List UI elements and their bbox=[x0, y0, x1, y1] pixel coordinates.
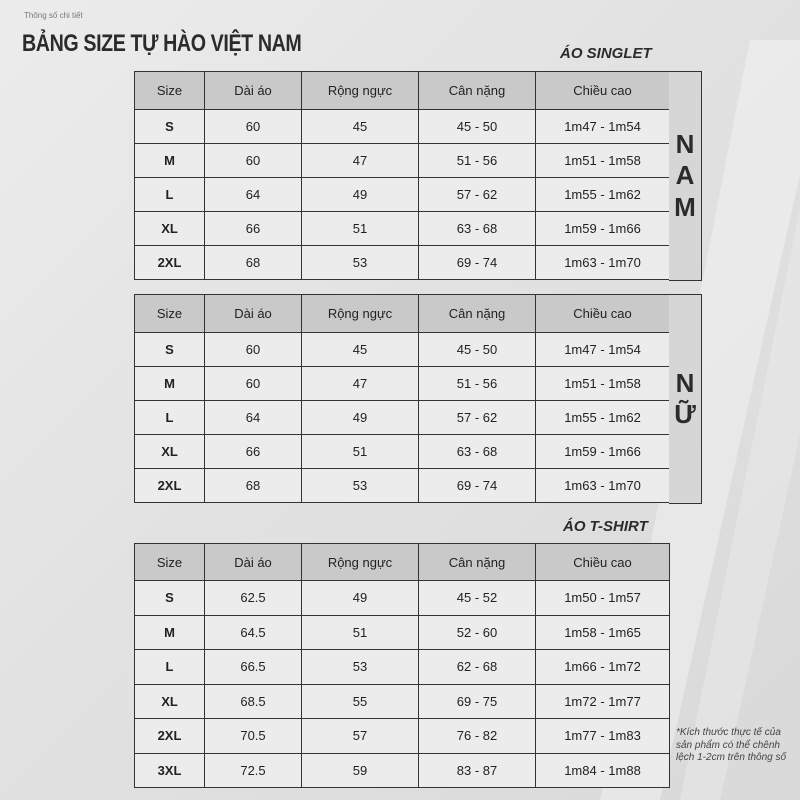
column-header: Dài áo bbox=[205, 295, 302, 333]
value-cell: 1m55 - 1m62 bbox=[536, 401, 670, 435]
size-cell: 2XL bbox=[135, 719, 205, 754]
value-cell: 52 - 60 bbox=[419, 615, 536, 650]
size-cell: 2XL bbox=[135, 246, 205, 280]
label-letter: N bbox=[675, 367, 695, 398]
column-header: Rộng ngực bbox=[302, 295, 419, 333]
label-letter: A bbox=[675, 160, 695, 191]
size-cell: L bbox=[135, 650, 205, 685]
value-cell: 69 - 74 bbox=[419, 469, 536, 503]
column-header: Cân nặng bbox=[419, 295, 536, 333]
value-cell: 68 bbox=[205, 246, 302, 280]
size-cell: M bbox=[135, 144, 205, 178]
table-row bbox=[135, 401, 670, 435]
value-cell: 1m63 - 1m70 bbox=[536, 246, 670, 280]
value-cell: 66.5 bbox=[205, 650, 302, 685]
value-cell: 60 bbox=[205, 110, 302, 144]
label-letter: N bbox=[675, 129, 695, 160]
value-cell: 47 bbox=[302, 144, 419, 178]
value-cell: 49 bbox=[302, 401, 419, 435]
value-cell: 76 - 82 bbox=[419, 719, 536, 754]
value-cell: 45 bbox=[302, 333, 419, 367]
value-cell: 1m84 - 1m88 bbox=[536, 753, 670, 788]
value-cell: 83 - 87 bbox=[419, 753, 536, 788]
value-cell: 1m50 - 1m57 bbox=[536, 581, 670, 616]
table-row bbox=[135, 110, 670, 144]
value-cell: 1m77 - 1m83 bbox=[536, 719, 670, 754]
header-row bbox=[135, 72, 670, 110]
value-cell: 45 - 52 bbox=[419, 581, 536, 616]
value-cell: 45 - 50 bbox=[419, 110, 536, 144]
column-header: Chiều cao bbox=[536, 544, 670, 581]
value-cell: 1m47 - 1m54 bbox=[536, 110, 670, 144]
column-header: Chiều cao bbox=[536, 295, 670, 333]
table-row bbox=[135, 650, 670, 685]
nam-label bbox=[669, 71, 702, 281]
singlet-nu-table bbox=[134, 294, 670, 503]
singlet-nam-table bbox=[134, 71, 670, 280]
value-cell: 63 - 68 bbox=[419, 212, 536, 246]
nu-label bbox=[669, 294, 702, 504]
tshirt-section-title: ÁO T-SHIRT bbox=[563, 518, 648, 535]
value-cell: 1m59 - 1m66 bbox=[536, 435, 670, 469]
value-cell: 1m55 - 1m62 bbox=[536, 178, 670, 212]
value-cell: 63 - 68 bbox=[419, 435, 536, 469]
table-row bbox=[135, 719, 670, 754]
size-cell: XL bbox=[135, 435, 205, 469]
column-header: Size bbox=[135, 544, 205, 581]
label-letter: Ữ bbox=[674, 399, 696, 429]
singlet-section-title: ÁO SINGLET bbox=[560, 45, 652, 62]
value-cell: 55 bbox=[302, 684, 419, 719]
table-row bbox=[135, 581, 670, 616]
value-cell: 51 bbox=[302, 615, 419, 650]
value-cell: 1m66 - 1m72 bbox=[536, 650, 670, 685]
size-cell: S bbox=[135, 333, 205, 367]
value-cell: 62 - 68 bbox=[419, 650, 536, 685]
value-cell: 53 bbox=[302, 650, 419, 685]
header-row bbox=[135, 295, 670, 333]
value-cell: 59 bbox=[302, 753, 419, 788]
value-cell: 1m58 - 1m65 bbox=[536, 615, 670, 650]
column-header: Cân nặng bbox=[419, 72, 536, 110]
table-row bbox=[135, 144, 670, 178]
table-row bbox=[135, 753, 670, 788]
value-cell: 1m72 - 1m77 bbox=[536, 684, 670, 719]
value-cell: 60 bbox=[205, 144, 302, 178]
value-cell: 53 bbox=[302, 246, 419, 280]
value-cell: 60 bbox=[205, 367, 302, 401]
value-cell: 72.5 bbox=[205, 753, 302, 788]
value-cell: 1m51 - 1m58 bbox=[536, 367, 670, 401]
value-cell: 1m51 - 1m58 bbox=[536, 144, 670, 178]
size-cell: L bbox=[135, 401, 205, 435]
value-cell: 62.5 bbox=[205, 581, 302, 616]
value-cell: 70.5 bbox=[205, 719, 302, 754]
size-cell: M bbox=[135, 615, 205, 650]
column-header: Rộng ngực bbox=[302, 544, 419, 581]
label-letter: M bbox=[674, 191, 696, 222]
tshirt-table bbox=[134, 543, 670, 788]
value-cell: 57 - 62 bbox=[419, 178, 536, 212]
table-row bbox=[135, 367, 670, 401]
size-cell: S bbox=[135, 581, 205, 616]
table-row bbox=[135, 212, 670, 246]
column-header: Cân nặng bbox=[419, 544, 536, 581]
value-cell: 1m59 - 1m66 bbox=[536, 212, 670, 246]
table-row bbox=[135, 469, 670, 503]
value-cell: 64 bbox=[205, 401, 302, 435]
size-cell: L bbox=[135, 178, 205, 212]
size-note: *Kích thước thực tế của sản phẩm có thể chênh lệch 1-2cm trên thông số bbox=[676, 727, 787, 763]
table-row bbox=[135, 178, 670, 212]
value-cell: 66 bbox=[205, 435, 302, 469]
page-title: BẢNG SIZE TỰ HÀO VIỆT NAM bbox=[22, 30, 302, 57]
table-row bbox=[135, 435, 670, 469]
value-cell: 57 - 62 bbox=[419, 401, 536, 435]
value-cell: 45 bbox=[302, 110, 419, 144]
size-cell: 2XL bbox=[135, 469, 205, 503]
value-cell: 51 - 56 bbox=[419, 144, 536, 178]
value-cell: 68.5 bbox=[205, 684, 302, 719]
eyebrow-text: Thông số chi tiết bbox=[24, 11, 83, 20]
value-cell: 66 bbox=[205, 212, 302, 246]
column-header: Rộng ngực bbox=[302, 72, 419, 110]
column-header: Size bbox=[135, 72, 205, 110]
column-header: Dài áo bbox=[205, 72, 302, 110]
value-cell: 53 bbox=[302, 469, 419, 503]
table-row bbox=[135, 684, 670, 719]
value-cell: 49 bbox=[302, 581, 419, 616]
table-row bbox=[135, 333, 670, 367]
header-row bbox=[135, 544, 670, 581]
value-cell: 69 - 74 bbox=[419, 246, 536, 280]
table-row bbox=[135, 615, 670, 650]
size-cell: S bbox=[135, 110, 205, 144]
value-cell: 57 bbox=[302, 719, 419, 754]
value-cell: 68 bbox=[205, 469, 302, 503]
value-cell: 1m63 - 1m70 bbox=[536, 469, 670, 503]
table-row bbox=[135, 246, 670, 280]
size-cell: 3XL bbox=[135, 753, 205, 788]
size-cell: XL bbox=[135, 212, 205, 246]
value-cell: 64 bbox=[205, 178, 302, 212]
value-cell: 69 - 75 bbox=[419, 684, 536, 719]
value-cell: 49 bbox=[302, 178, 419, 212]
value-cell: 64.5 bbox=[205, 615, 302, 650]
value-cell: 51 bbox=[302, 212, 419, 246]
size-cell: M bbox=[135, 367, 205, 401]
value-cell: 47 bbox=[302, 367, 419, 401]
column-header: Chiều cao bbox=[536, 72, 670, 110]
size-cell: XL bbox=[135, 684, 205, 719]
value-cell: 45 - 50 bbox=[419, 333, 536, 367]
value-cell: 60 bbox=[205, 333, 302, 367]
value-cell: 1m47 - 1m54 bbox=[536, 333, 670, 367]
value-cell: 51 bbox=[302, 435, 419, 469]
value-cell: 51 - 56 bbox=[419, 367, 536, 401]
column-header: Dài áo bbox=[205, 544, 302, 581]
column-header: Size bbox=[135, 295, 205, 333]
